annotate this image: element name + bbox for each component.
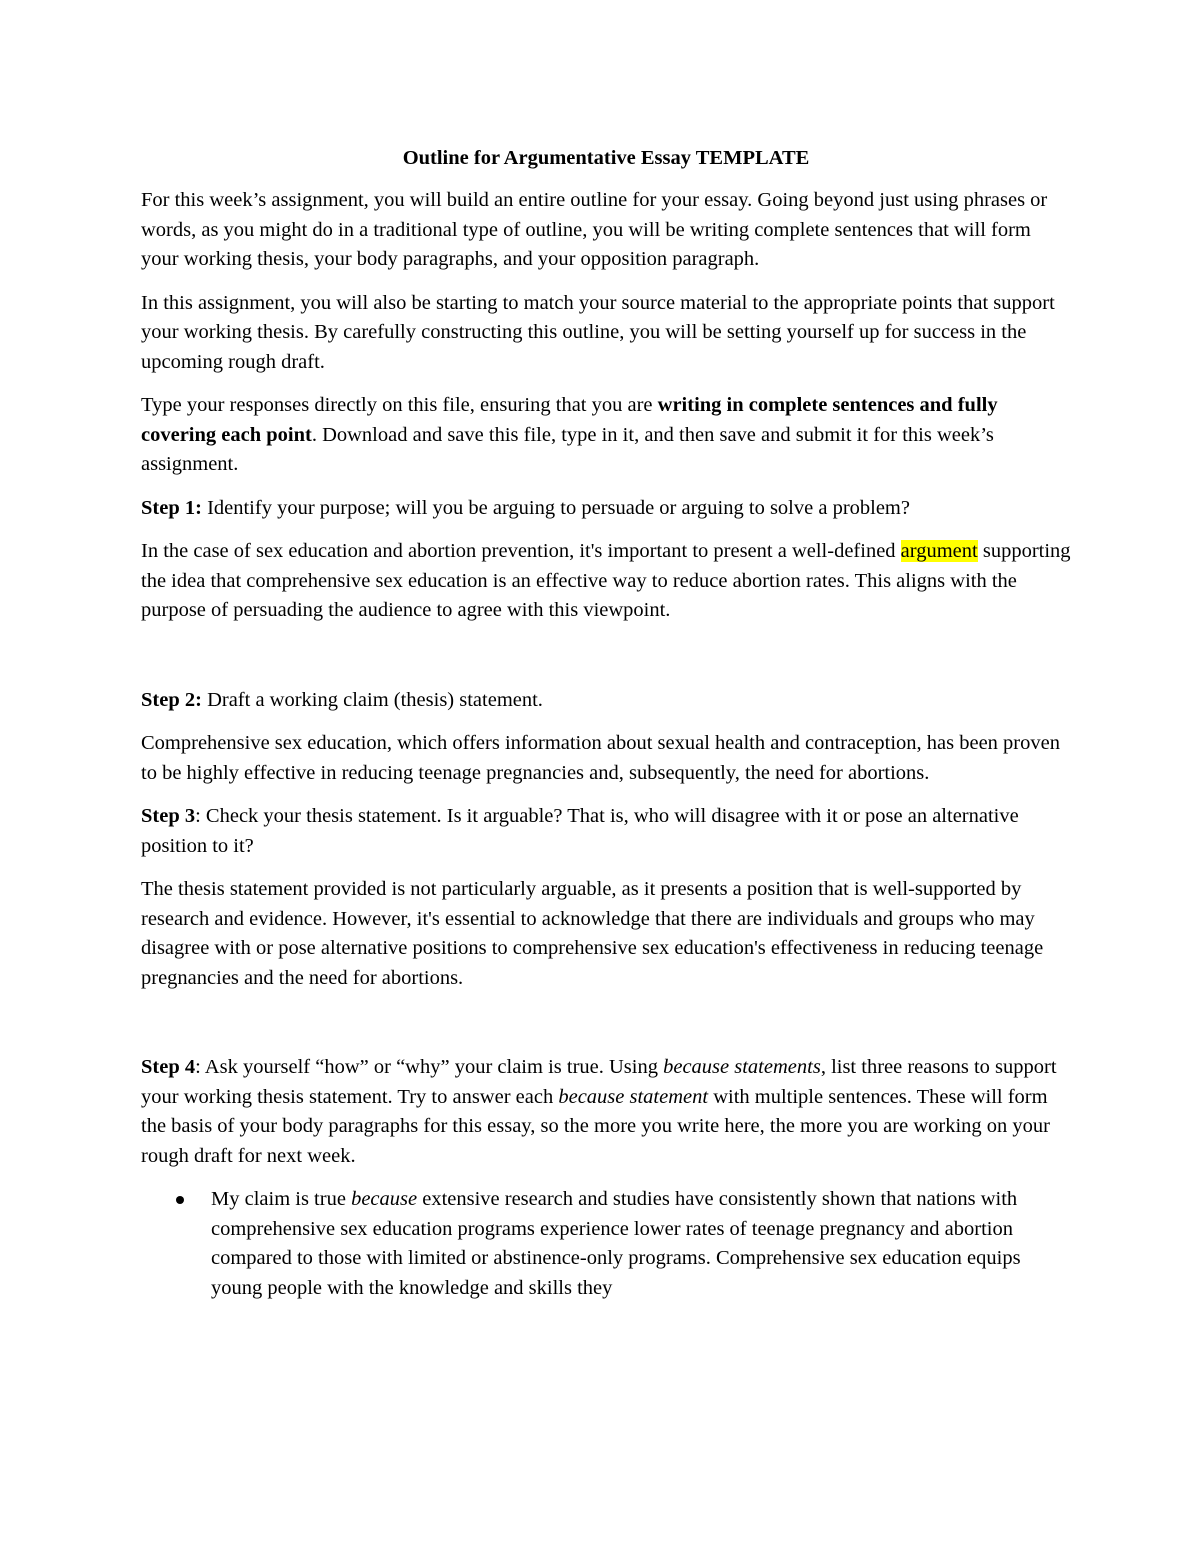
step4-label: Step 4 [141, 1056, 196, 1078]
step4-prompt-text-3: with multiple sentences. These will form the basis of your body paragraphs for this essay, so the more you write here, the more you are working on your rough draft for next week. [141, 1085, 1050, 1167]
step4-prompt-italic-2: because statement [558, 1085, 709, 1108]
step1-response-text-end: supporting the idea that comprehensive sex education is an effective way to reduce abortion rates. This aligns with the purpose of persuading the audience to agree with this viewpoint. [141, 540, 1071, 621]
step4-prompt-italic: because statements [663, 1056, 821, 1078]
step1-response [141, 537, 1071, 626]
step2-prompt-text: Draft a working claim (thesis) statement. [201, 688, 543, 711]
step2-response: Comprehensive sex education, which offers information about sexual health and contraception, has been proven to be highly effective in reducing teenage pregnancies and, subsequently, the need for abortions. [141, 732, 1060, 784]
step2-label: Step 2: [141, 688, 202, 711]
instructions-paragraph [141, 391, 1071, 480]
step1-prompt [141, 494, 1071, 524]
bullet1-text: My claim is true [211, 1188, 352, 1210]
step1-label: Step 1: [141, 496, 202, 519]
step4-prompt-text: : Ask yourself “how” or “why” your claim is true. Using [195, 1056, 664, 1078]
intro-paragraph-1: For this week’s assignment, you will build an entire outline for your essay. Going beyond just using phrases or words, as you might do in a traditional type of outline, you will be writing complete sentences that will form your working thesis, your body paragraphs, and your opposition paragraph. [141, 189, 1048, 270]
step3-prompt [141, 802, 1071, 861]
instructions-text: Type your responses directly on this file, ensuring that you are [141, 394, 658, 416]
bullet1-text-end: extensive research and studies have consistently shown that nations with comprehensive sex education programs experience lower rates of teenage pregnancy and abortion compared to those with limited or abstinence-only programs. Comprehensive sex education equips young people with the knowledge and skills they [211, 1188, 1021, 1299]
spacer [141, 640, 1071, 686]
spacer [141, 1007, 1071, 1053]
step4-prompt [141, 1053, 1071, 1171]
bullet1-italic: because [351, 1188, 418, 1210]
highlighted-word: argument [900, 540, 978, 562]
reasons-list [141, 1185, 1071, 1303]
step4-prompt-text-2: , list three reasons to support your working thesis statement. Try to answer each [141, 1056, 1057, 1108]
step1-prompt-text: Identify your purpose; will you be arguing to persuade or arguing to solve a problem? [201, 496, 910, 519]
document-body [141, 144, 1071, 1303]
step1-response-text: In the case of sex education and abortion prevention, it's important to present a well-defined [141, 540, 901, 562]
intro-paragraph-2: In this assignment, you will also be starting to match your source material to the appropriate points that support your working thesis. By carefully constructing this outline, you will be setting yourself up for success in the upcoming rough draft. [141, 291, 1055, 373]
document-title: Outline for Argumentative Essay TEMPLATE [402, 147, 810, 169]
step3-response: The thesis statement provided is not particularly arguable, as it presents a position that is well-supported by research and evidence. However, it's essential to acknowledge that there are individuals and groups who may disagree with or pose alternative positions to comprehensive sex education's effectiveness in reducing teenage pregnancies and the need for abortions. [141, 878, 1044, 989]
list-item [141, 1185, 1071, 1303]
step3-label: Step 3 [141, 805, 196, 827]
instructions-bold: writing in complete sentences and fully covering each point [141, 394, 998, 446]
step3-prompt-text: : Check your thesis statement. Is it arguable? That is, who will disagree with it or pose an alternative position to it? [141, 805, 1019, 857]
bullet-icon [176, 1196, 184, 1204]
step2-prompt [141, 686, 1071, 716]
instructions-text-end: . Download and save this file, type in it, and then save and submit it for this week’s assignment. [141, 423, 994, 475]
